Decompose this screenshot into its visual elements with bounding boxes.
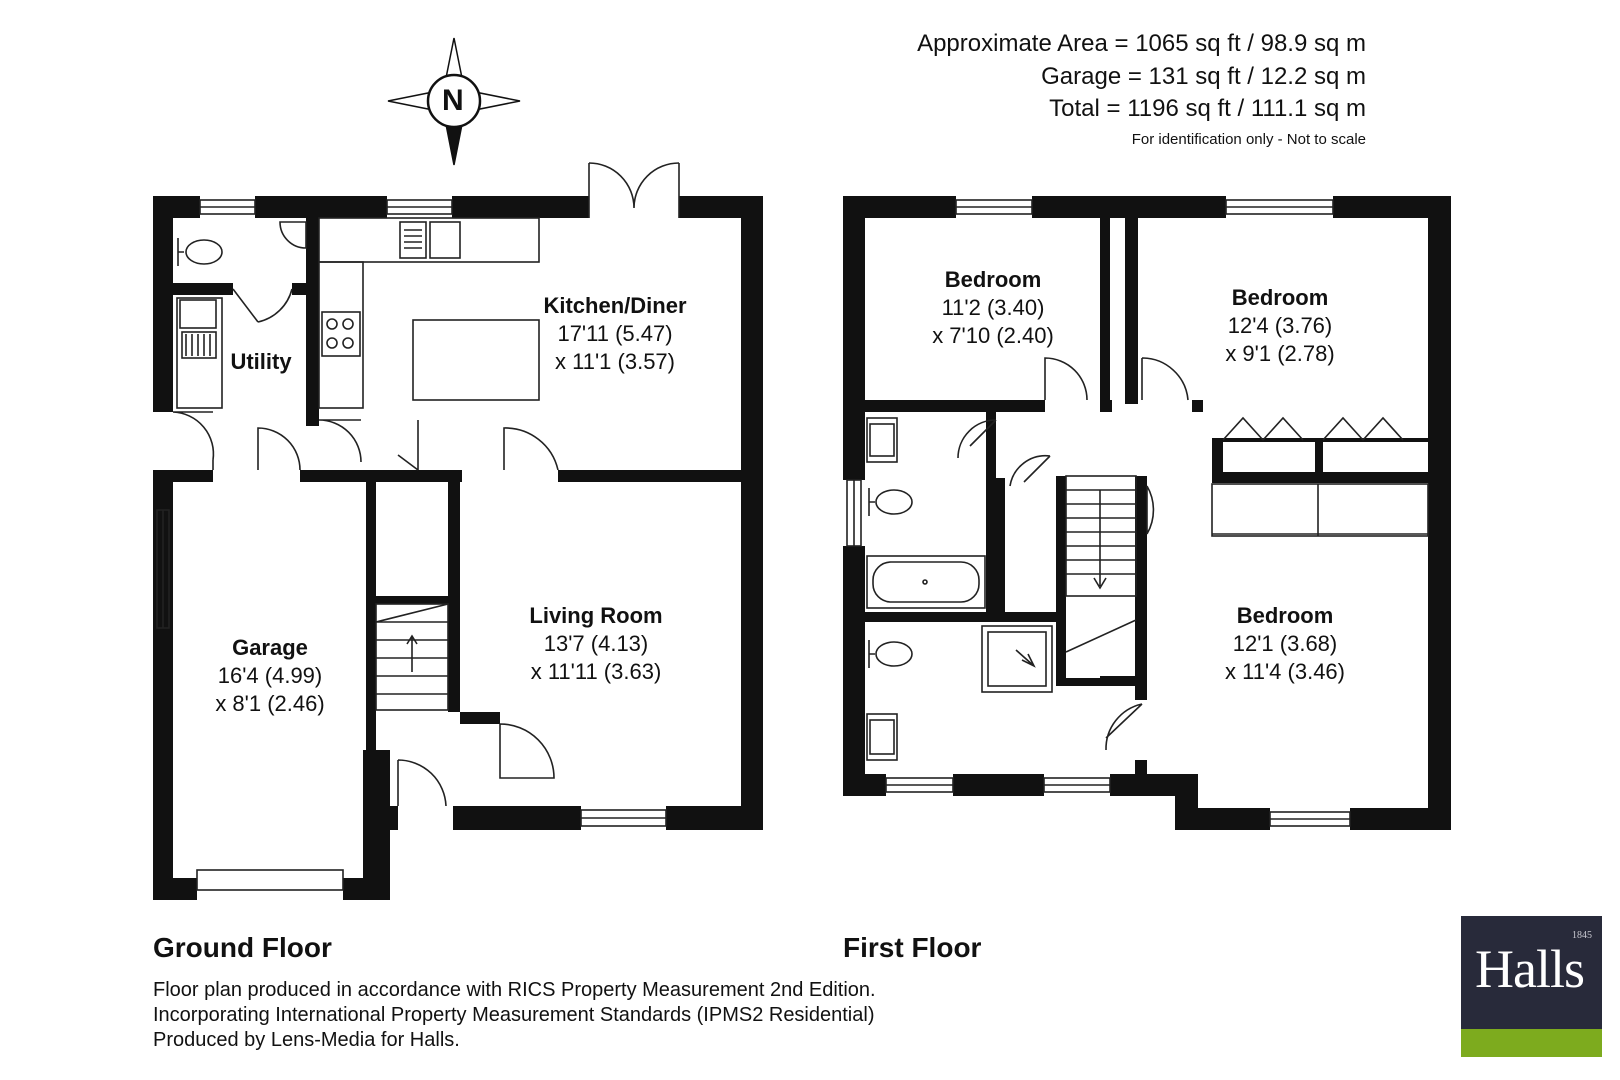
logo-green-bar — [1461, 1029, 1602, 1057]
room-name: Bedroom — [1231, 285, 1329, 310]
credit-text: Floor plan produced in accordance with RICS Property Measurement 2nd Edition. Incorporating International Property Measurement Standards (IPMS2 Residential) Produced by Lens-Media for Halls. — [153, 979, 876, 1051]
room-dimension: 12'4 (3.76) — [1227, 313, 1333, 338]
fixtures — [157, 163, 1428, 890]
room-name: Kitchen/Diner — [543, 293, 687, 318]
room-dimension: x 7'10 (2.40) — [932, 323, 1054, 348]
room-dimension: x 11'1 (3.57) — [555, 349, 675, 374]
ground-floor-label: Ground Floor — [153, 932, 332, 963]
scale-note: For identification only - Not to scale — [1131, 131, 1366, 148]
room-dimension: 17'11 (5.47) — [557, 321, 673, 346]
room-dimension: 13'7 (4.13) — [543, 631, 649, 656]
logo-year: 1845 — [1572, 930, 1592, 941]
room-garage — [215, 634, 324, 718]
room-name: Bedroom — [944, 267, 1042, 292]
room-bedroom-2 — [1225, 284, 1334, 368]
room-bedroom-1 — [932, 266, 1054, 350]
first-floor-label: First Floor — [843, 932, 982, 963]
room-name: Bedroom — [1236, 603, 1334, 628]
room-name: Utility — [230, 349, 292, 374]
room-name: Garage — [232, 635, 308, 660]
room-dimension: 12'1 (3.68) — [1232, 631, 1338, 656]
room-dimension: 11'2 (3.40) — [941, 295, 1045, 320]
compass-label: N — [442, 84, 464, 117]
room-dimension: x 11'4 (3.46) — [1225, 659, 1345, 684]
room-dimension: x 9'1 (2.78) — [1225, 341, 1335, 366]
area-total: Total = 1196 sq ft / 111.1 sq m — [1049, 95, 1366, 122]
room-kitchen-diner — [543, 292, 686, 376]
room-name: Living Room — [529, 603, 663, 628]
room-utility — [230, 348, 291, 376]
room-dimension: x 8'1 (2.46) — [215, 691, 325, 716]
logo-text: Halls — [1475, 939, 1584, 999]
room-bedroom-3 — [1225, 602, 1345, 686]
halls-logo — [1461, 916, 1602, 1057]
area-approximate: Approximate Area = 1065 sq ft / 98.9 sq m — [917, 30, 1366, 57]
room-living-room — [529, 602, 662, 686]
area-garage: Garage = 131 sq ft / 12.2 sq m — [1041, 63, 1366, 90]
room-dimension: 16'4 (4.99) — [217, 663, 323, 688]
room-dimension: x 11'11 (3.63) — [530, 659, 662, 684]
